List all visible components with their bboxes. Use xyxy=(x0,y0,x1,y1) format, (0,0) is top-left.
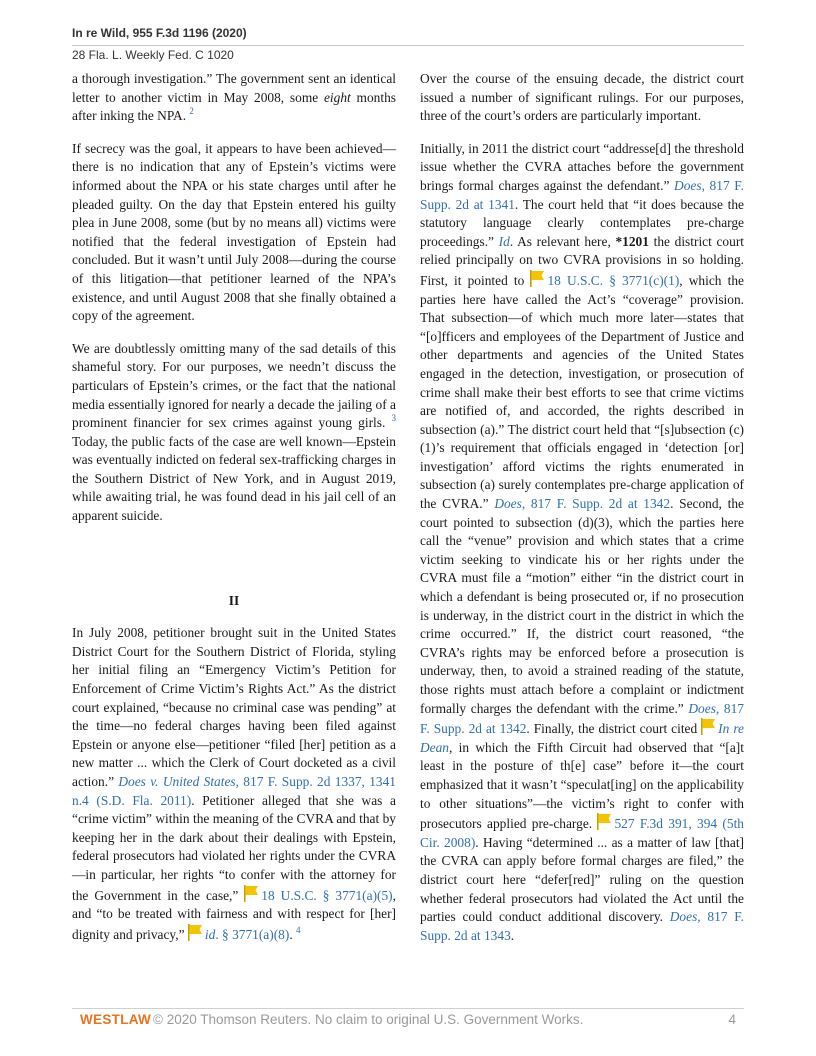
paragraph: Over the course of the ensuing decade, the district court issued a number of significant rulings. For our purposes, three of the court’s orders are particularly important. xyxy=(420,71,744,124)
yellow-flag-icon[interactable] xyxy=(597,813,612,830)
footnote-3-link[interactable]: 3 xyxy=(391,413,396,424)
page-footer xyxy=(72,1011,744,1031)
citation-link-in-re-dean[interactable]: In re Dean xyxy=(420,721,744,755)
citation-link-id[interactable]: Id xyxy=(498,233,510,249)
citation-link-usc-3771-a5[interactable]: 18 U.S.C. § 3771(a)(5) xyxy=(261,887,393,903)
yellow-flag-icon[interactable] xyxy=(701,718,716,735)
paragraph: Initially, in 2011 the district court “addresse[d] the threshold issue whether the CVRA attaches before the government brings formal charges against the defendant.” Does, 817 F. Supp. 2d at 1341. The court held that “it does because the statutory language clearly contemplates pre-charge proceedings.” Id. As relevant here, *1201 the district court relied principally on two CVRA provisions in so holding. First, it pointed to 18 U.S.C. § 3771(c)(1), which the parties here have called the Act’s “coverage” provision. That subsection—of which much more later—states that “[o]fficers and employees of the Department of Justice and other departments and agencies of the United States engaged in the detection, investigation, or prosecution of crime shall make their best efforts to see that crime victims are notified of, and accorded, the rights described in subsection (a).” The district court held that “[s]ubsection (c)(1)’s requirement that officials engaged in ‘detection [or] investigation’ afford victims the rights enumerated in subsection (a) surely contemplates pre-charge application of the CVRA.” Does, 817 F. Supp. 2d at 1342. Second, the court pointed to subsection (d)(3), which the parties here call the “venue” provision and which states that a crime victim seeking to vindicate his or her rights under the CVRA must file a “motion” either “in the district court in which a defendant is being prosecuted or, if no prosecution is underway, in the district court in the district in which the crime occurred.” If, the district court reasoned, “the CVRA’s rights may be enforced before a prosecution is underway, then, to avoid a strained reading of the statute, those rights must attach before a complaint or indictment formally charges the defendant with the crime.” Does, 817 F. Supp. 2d at 1342. Finally, the district court cited In re Dean, in which the Fifth Circuit had observed that “[a]t least in the posture of th[e] case” before it—the court emphasized that it wasn’t “speculat[ing] on the applicability to other situations”—the victim’s right to confer with prosecutors applied pre-charge. 527 F.3d 391, 394 (5th Cir. 2008). Having “determined ... as a matter of law [that] the CVRA can apply before formal charges are filed,” the district court here “defer[red]” ruling on the question whether federal prosecutors had violated the Act until the parties could conduct additional discovery. Does, 817 F. Supp. 2d at 1343. xyxy=(420,140,745,943)
yellow-flag-icon[interactable] xyxy=(244,885,259,902)
star-page-marker: *1201 xyxy=(615,233,649,249)
citation-link-id-3771-a8[interactable]: id. § 3771(a)(8) xyxy=(204,926,290,942)
citation-link-does-1342[interactable]: Does, 817 F. Supp. 2d at 1342 xyxy=(494,496,671,512)
right-column xyxy=(420,70,744,945)
citation-link-does-1342-b[interactable]: Does, 817 F. Supp. 2d at 1342 xyxy=(420,700,745,737)
citation-link-does-1343[interactable]: Does, 817 F. Supp. 2d at 1343 xyxy=(420,909,744,943)
citation-link-usc-3771-c1[interactable]: 18 U.S.C. § 3771(c)(1) xyxy=(547,272,680,288)
citation-link-527-f3d[interactable]: 527 F.3d 391, 394 (5th Cir. 2008) xyxy=(420,816,744,850)
page-number: 4 xyxy=(728,1012,736,1027)
citation-link-does-1341[interactable]: Does, 817 F. Supp. 2d at 1341 xyxy=(420,177,744,212)
document-citation: In re Wild, 955 F.3d 1196 (2020) xyxy=(72,26,247,40)
footnote-2-link[interactable]: 2 xyxy=(189,106,194,117)
paragraph: In July 2008, petitioner brought suit in the United States District Court for the Southern District of Florida, styling her initial filing an “Emergency Victim’s Petition for Enforcement of Crime Victim’s Rights Act.” As the district court explained, “because no criminal case was pending” at the time—no federal charges having been filed against Epstein or anyone else—petitioner “filed [her] petition as a new matter ... which the Clerk of Court docketed as a civil action.” Does v. United States, 817 F. Supp. 2d 1337, 1341 n.4 (S.D. Fla. 2011). Petitioner alleged that she was a “crime victim” within the meaning of the CVRA and that by keeping her in the dark about their dealings with Epstein, federal prosecutors had violated her rights under the CVRA—in particular, her rights “to confer with the attorney for the Government in the case,” 18 U.S.C. § 3771(a)(5), and “to be treated with fairness and with respect for [her] dignity and privacy,” id. § 3771(a)(8). $^4$ xyxy=(72,625,396,942)
reporter-citation: 28 Fla. L. Weekly Fed. C 1020 xyxy=(72,48,234,62)
paragraph: We are doubtlessly omitting many of the sad details of this shameful story. For our purposes, we needn’t discuss the particulars of Epstein’s crimes, or the fact that the national media essentially ignored for nearly a decade the jailing of a prominent financier for sex crimes against young girls. $^3$ Today, the public facts of the case are well known—Epstein was eventually indicted on federal sex-trafficking charges in the Southern District of New York, and in August 2019, while awaiting trial, he was found dead in his jail cell of an apparent suicide. xyxy=(72,340,396,524)
section-heading: II xyxy=(228,592,240,608)
westlaw-logo: WESTLAW xyxy=(80,1012,152,1027)
left-column xyxy=(72,70,396,944)
paragraph: If secrecy was the goal, it appears to have been achieved—there is no indication that any of Epstein’s victims were informed about the NPA or his state charges until after he pleaded guilty. On the day that Epstein entered his guilty plea in June 2008, some (but by no means all) victims were notified that the federal investigation of Epstein had concluded. But it wasn’t until July 2008—during the course of this litigation—that petitioner learned of the NPA’s existence, and until August 2008 that she finally obtained a copy of the agreement. xyxy=(72,140,396,324)
header-divider xyxy=(72,45,744,46)
footer-divider xyxy=(72,1008,744,1009)
yellow-flag-icon[interactable] xyxy=(530,270,545,287)
paragraph: a thorough investigation.” The government sent an identical letter to another victim in May 2008, some eight months after inking the NPA. $^2$ xyxy=(72,71,396,124)
citation-link-does[interactable]: Does v. United States, 817 F. Supp. 2d 1337, 1341 n.4 (S.D. Fla. 2011) xyxy=(72,774,396,808)
yellow-flag-icon[interactable] xyxy=(188,924,203,941)
copyright-notice: © 2020 Thomson Reuters. No claim to original U.S. Government Works. xyxy=(153,1012,584,1027)
footnote-4-link[interactable]: 4 xyxy=(296,924,301,935)
